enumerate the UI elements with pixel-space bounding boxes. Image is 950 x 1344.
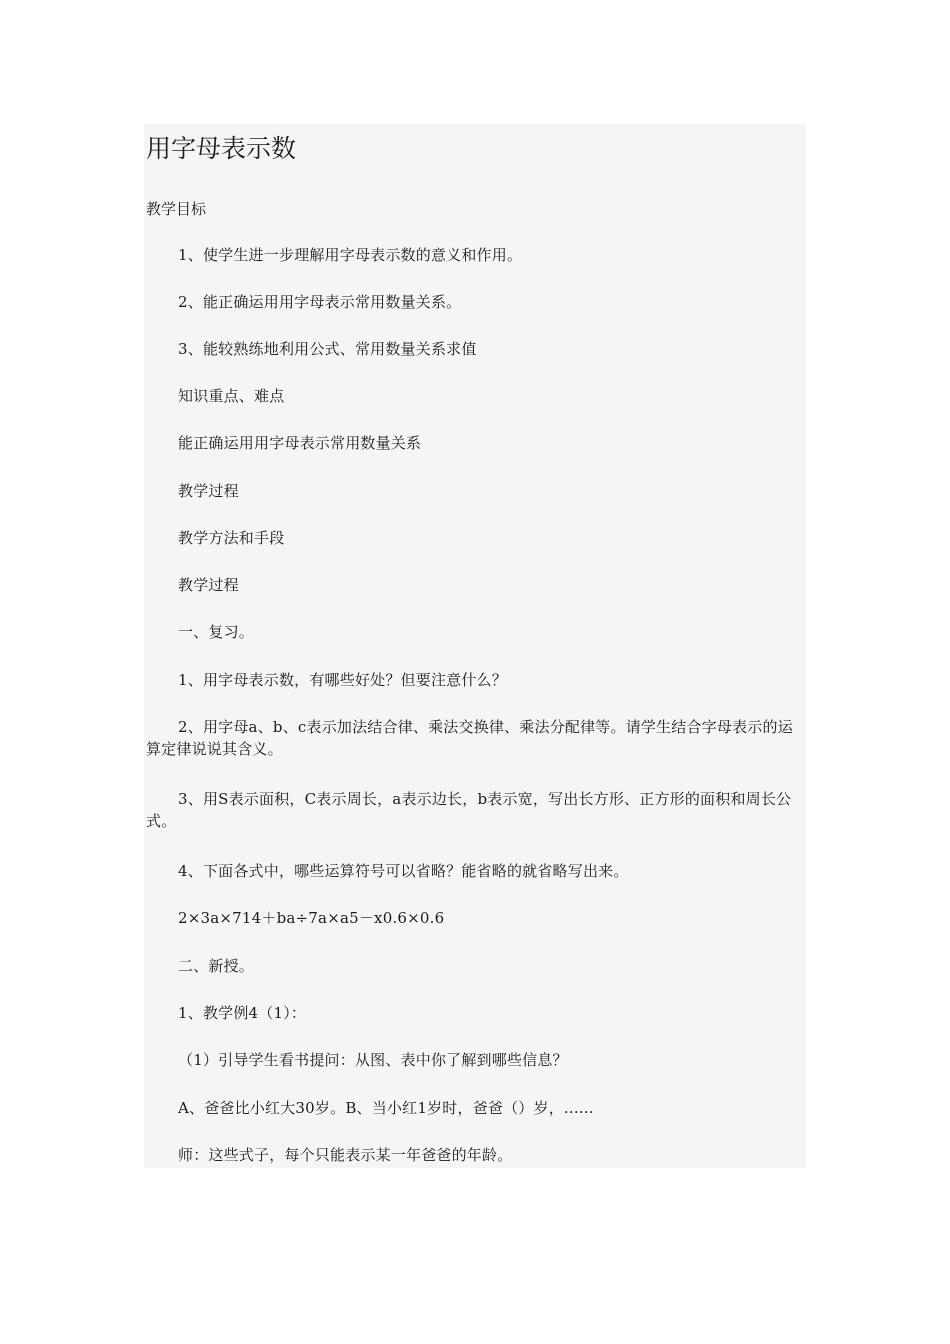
paragraph: 二、新授。	[178, 957, 255, 975]
paragraph: 师：这些式子，每个只能表示某一年爸爸的年龄。	[178, 1146, 513, 1164]
paragraph: （1）引导学生看书提问：从图、表中你了解到哪些信息？	[178, 1051, 568, 1069]
paragraph: 一、复习。	[178, 623, 255, 641]
paragraph: 3、用S表示面积，C表示周长，a表示边长，b表示宽，写出长方形、正方形的面积和周长公式。	[146, 790, 792, 830]
paragraph: 2、能正确运用用字母表示常用数量关系。	[178, 293, 462, 311]
section-heading: 教学目标	[146, 200, 207, 218]
document-page	[144, 124, 806, 1168]
paragraph: 4、下面各式中，哪些运算符号可以省略？能省略的就省略写出来。	[178, 862, 629, 880]
paragraph: 教学方法和手段	[178, 529, 285, 547]
paragraph: 3、能较熟练地利用公式、常用数量关系求值	[178, 340, 477, 358]
paragraph: 1、教学例4（1）：	[178, 1004, 307, 1022]
paragraph: 2、用字母a、b、c表示加法结合律、乘法交换律、乘法分配律等。请学生结合字母表示的运算定律说说其含义。	[146, 718, 793, 758]
paragraph: 1、使学生进一步理解用字母表示数的意义和作用。	[178, 246, 523, 264]
paragraph: 知识重点、难点	[178, 387, 285, 405]
paragraph: 教学过程	[178, 576, 239, 594]
paragraph: 能正确运用用字母表示常用数量关系	[178, 434, 422, 452]
formula-line: 2×3a×714＋ba÷7a×a5－x0.6×0.6	[178, 909, 445, 927]
paragraph: 1、用字母表示数，有哪些好处？但要注意什么？	[178, 671, 507, 689]
paragraph: A、爸爸比小红大30岁。B、当小红1岁时，爸爸（）岁，......	[178, 1099, 594, 1117]
paragraph: 教学过程	[178, 482, 239, 500]
document-title: 用字母表示数	[146, 134, 297, 163]
